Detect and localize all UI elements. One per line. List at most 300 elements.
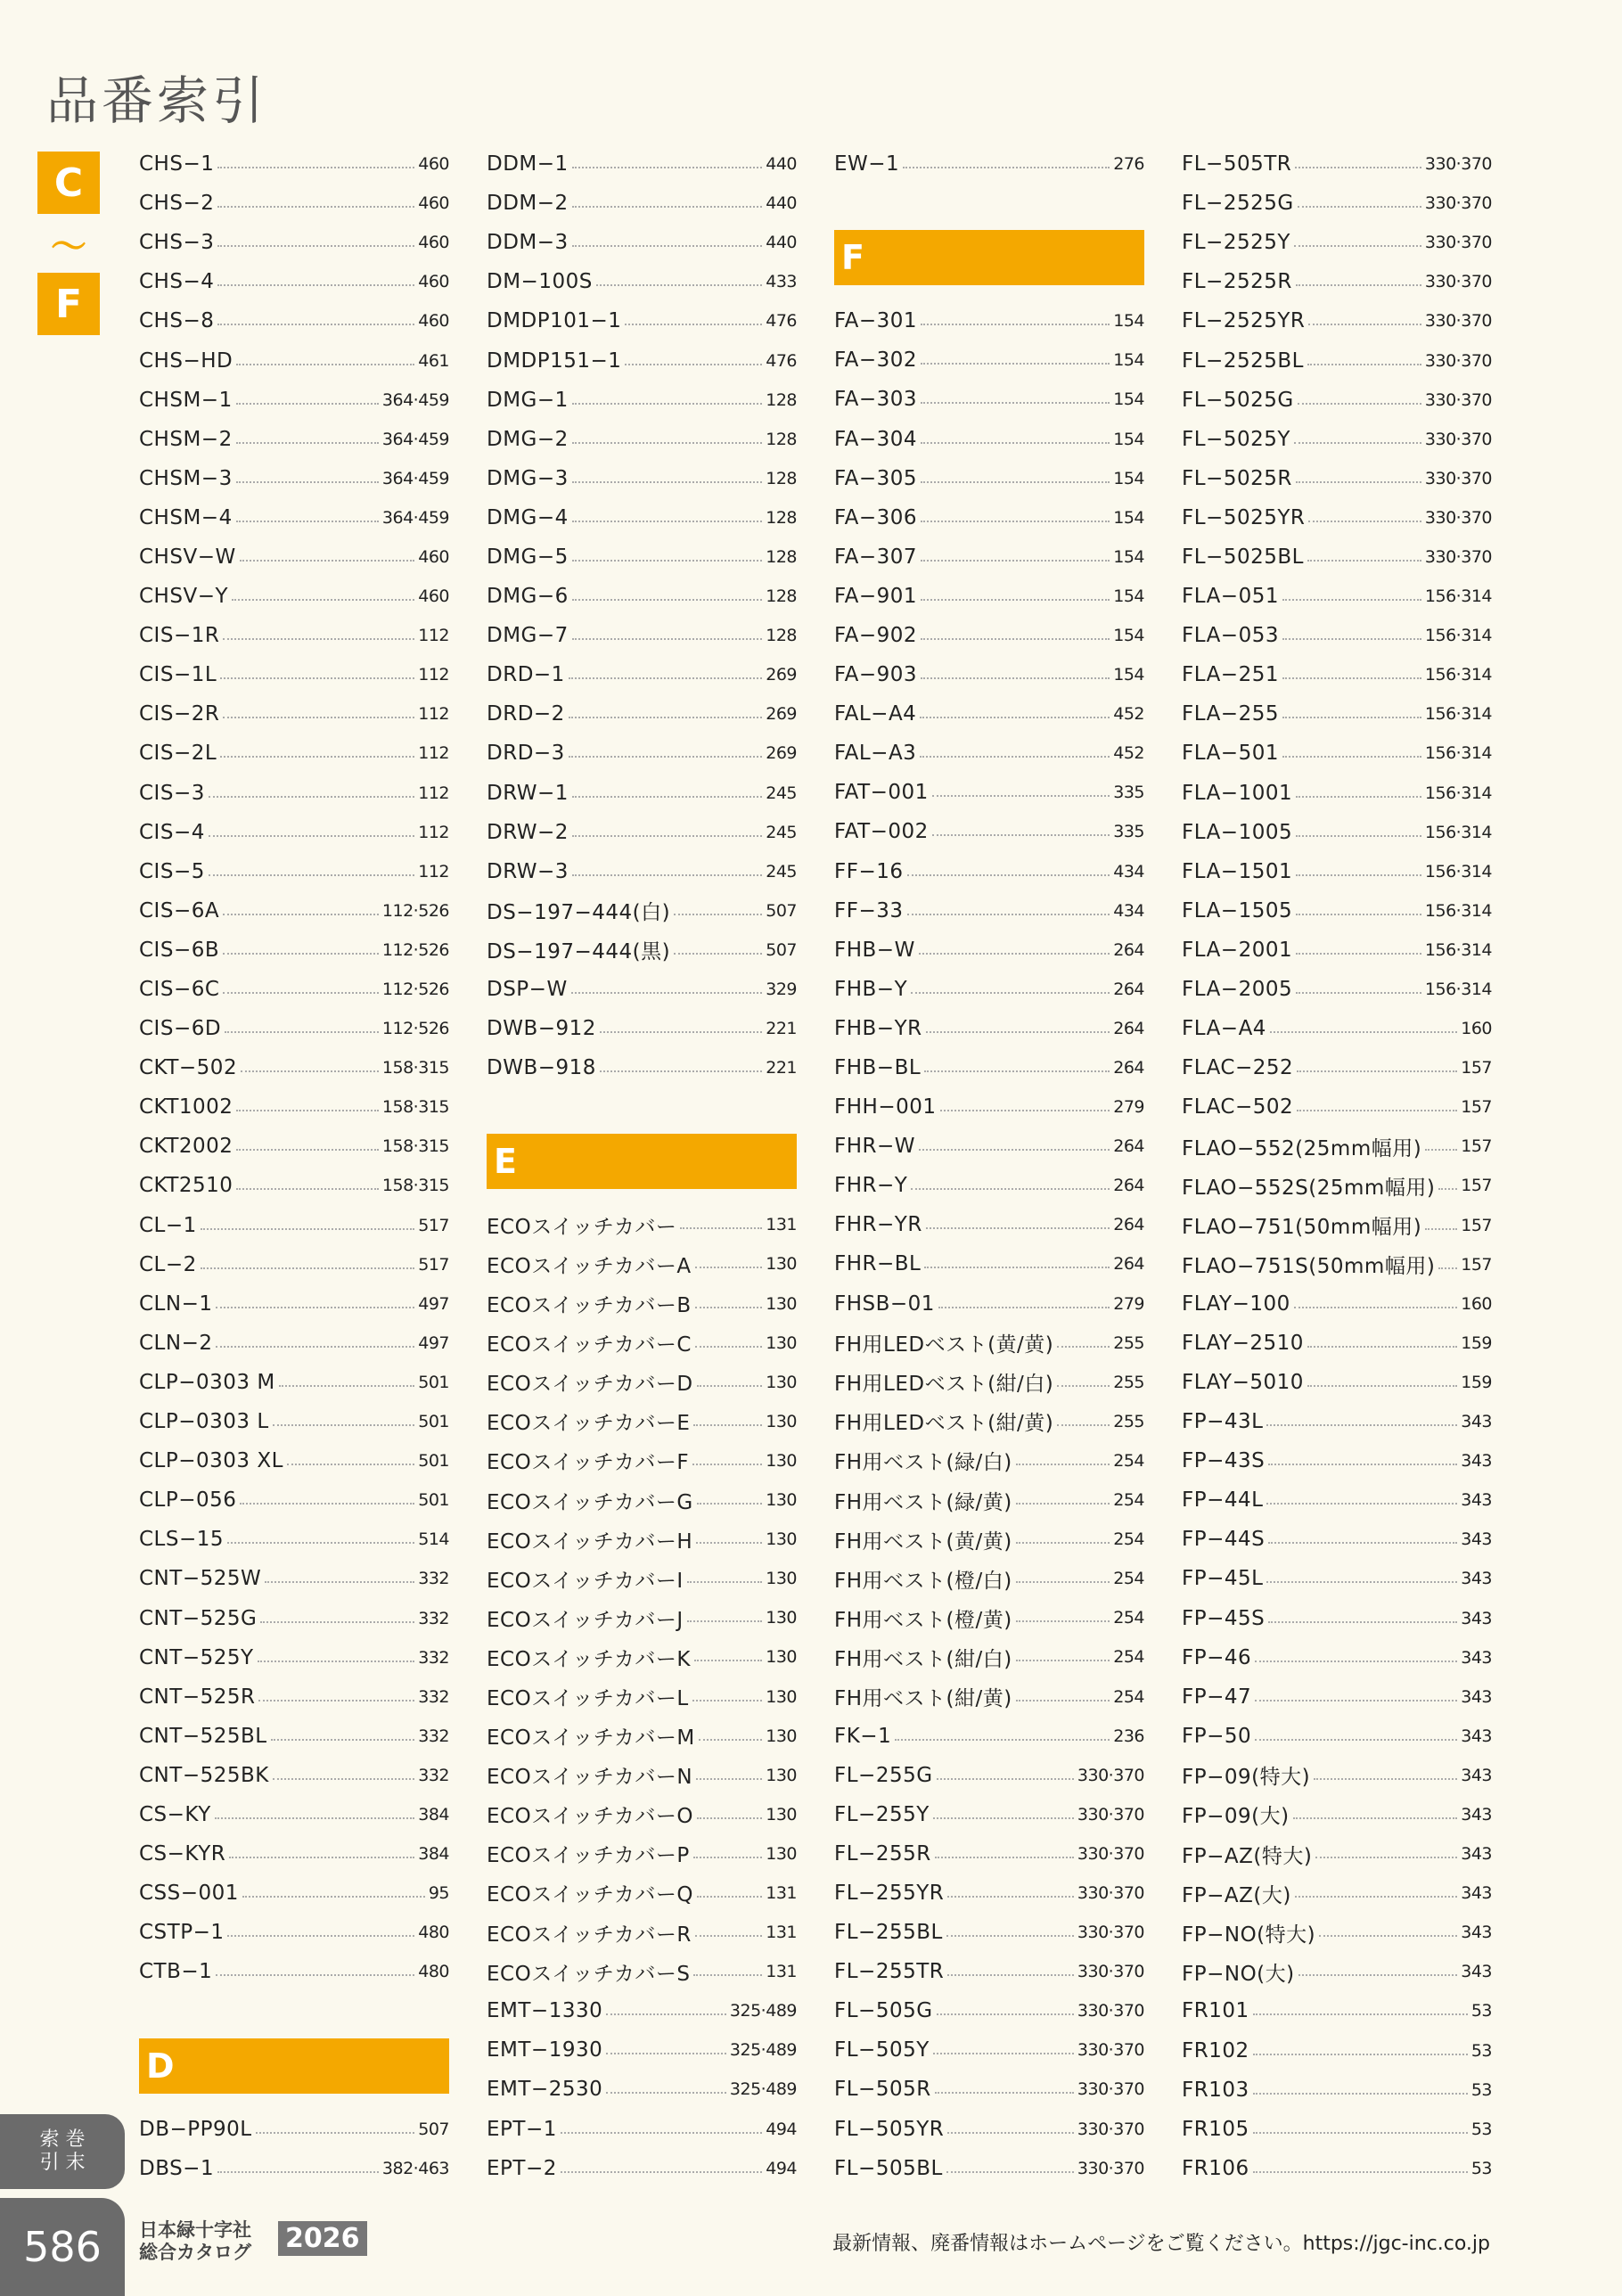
- index-entry[interactable]: [487, 2110, 797, 2149]
- product-code: FA−307: [834, 545, 918, 569]
- index-entry[interactable]: [1182, 577, 1492, 616]
- index-entry[interactable]: [487, 891, 797, 931]
- index-entry[interactable]: [139, 1559, 449, 1598]
- index-entry[interactable]: [487, 1913, 797, 1952]
- index-entry[interactable]: [139, 1009, 449, 1048]
- index-entry[interactable]: [1182, 1520, 1492, 1559]
- index-entry[interactable]: [487, 1952, 797, 1991]
- dot-leader: [680, 1227, 762, 1229]
- index-entry[interactable]: [139, 1638, 449, 1677]
- index-entry[interactable]: [834, 2149, 1144, 2188]
- index-entry[interactable]: [487, 340, 797, 380]
- index-entry[interactable]: [834, 1834, 1144, 1874]
- index-entry[interactable]: [1182, 1402, 1492, 1441]
- index-entry[interactable]: [487, 420, 797, 459]
- range-start-letter: C: [37, 152, 100, 214]
- footer-website-note[interactable]: 最新情報、廃番情報はホームページをご覧ください。https://jgc-inc.co.jp: [832, 2233, 1490, 2255]
- index-entry[interactable]: [139, 340, 449, 380]
- index-entry[interactable]: [487, 1324, 797, 1363]
- index-entry[interactable]: [487, 1284, 797, 1324]
- index-entry[interactable]: [1182, 1756, 1492, 1795]
- index-entry[interactable]: [834, 1324, 1144, 1363]
- index-entry[interactable]: [487, 144, 797, 184]
- dot-leader: [572, 638, 762, 640]
- index-entry[interactable]: [139, 1717, 449, 1756]
- index-entry[interactable]: [487, 1480, 797, 1520]
- index-entry[interactable]: [834, 537, 1144, 577]
- index-entry[interactable]: [834, 616, 1144, 655]
- index-entry[interactable]: [834, 577, 1144, 616]
- index-entry[interactable]: [1182, 2110, 1492, 2149]
- index-entry[interactable]: [487, 1834, 797, 1874]
- index-entry[interactable]: [487, 1795, 797, 1834]
- dot-leader: [561, 2171, 762, 2173]
- page-reference: 460: [418, 233, 449, 253]
- index-entry[interactable]: [1182, 1874, 1492, 1913]
- dot-leader: [1016, 1542, 1110, 1544]
- index-entry[interactable]: [139, 381, 449, 420]
- page-reference: 343: [1461, 1569, 1492, 1589]
- dot-leader: [932, 834, 1110, 836]
- index-entry[interactable]: [139, 420, 449, 459]
- index-entry[interactable]: [834, 1205, 1144, 1244]
- index-entry[interactable]: [139, 1441, 449, 1480]
- index-entry[interactable]: [487, 970, 797, 1009]
- index-entry[interactable]: [139, 1284, 449, 1324]
- index-entry[interactable]: [1182, 340, 1492, 380]
- product-code: FP−46: [1182, 1645, 1252, 1669]
- index-entry[interactable]: [487, 1677, 797, 1716]
- index-entry[interactable]: [834, 1363, 1144, 1402]
- index-entry[interactable]: [139, 223, 449, 262]
- page-reference: 157: [1461, 1058, 1492, 1078]
- index-entry[interactable]: [834, 891, 1144, 931]
- index-entry[interactable]: [139, 852, 449, 891]
- product-code: CS−KY: [139, 1802, 211, 1826]
- page-reference: 343: [1461, 1844, 1492, 1865]
- index-entry[interactable]: [834, 2030, 1144, 2070]
- index-entry[interactable]: [487, 537, 797, 577]
- index-entry[interactable]: [1182, 420, 1492, 459]
- dot-leader: [1268, 1464, 1457, 1465]
- index-entry[interactable]: [834, 1559, 1144, 1598]
- index-entry[interactable]: [834, 459, 1144, 498]
- product-code: FP−AZ(特大): [1182, 1844, 1313, 1868]
- page-reference: 343: [1461, 1726, 1492, 1746]
- index-column-4: [1182, 144, 1492, 2188]
- page-reference: 156·314: [1424, 980, 1492, 1000]
- dot-leader: [625, 324, 762, 325]
- dot-leader: [265, 1581, 414, 1583]
- index-entry[interactable]: [834, 1441, 1144, 1480]
- index-entry[interactable]: [1182, 144, 1492, 184]
- index-entry[interactable]: [487, 223, 797, 262]
- index-entry[interactable]: [139, 1087, 449, 1127]
- index-entry[interactable]: [487, 1441, 797, 1480]
- product-code: FA−303: [834, 388, 918, 412]
- page-reference: 335: [1113, 822, 1144, 842]
- index-entry[interactable]: [487, 2070, 797, 2109]
- page-reference: 264: [1113, 1058, 1144, 1078]
- dot-leader: [572, 599, 762, 601]
- index-entry[interactable]: [487, 813, 797, 852]
- page-reference: 264: [1113, 1018, 1144, 1038]
- index-entry[interactable]: [1182, 694, 1492, 734]
- page-title: 品番索引: [46, 70, 268, 131]
- index-entry[interactable]: [834, 380, 1144, 419]
- index-entry[interactable]: [834, 1717, 1144, 1756]
- index-entry[interactable]: [834, 1795, 1144, 1834]
- index-entry[interactable]: [1182, 1324, 1492, 1363]
- index-entry[interactable]: [139, 1127, 449, 1166]
- index-entry[interactable]: [834, 1952, 1144, 1991]
- index-entry[interactable]: [1182, 1206, 1492, 1245]
- section-header: F: [834, 230, 1144, 285]
- index-entry[interactable]: [1182, 1952, 1492, 1991]
- dot-leader: [1298, 403, 1421, 405]
- product-code: FLA−1005: [1182, 820, 1293, 844]
- dot-leader: [600, 1031, 762, 1033]
- index-entry[interactable]: [1182, 655, 1492, 694]
- index-entry[interactable]: [1182, 2031, 1492, 2070]
- dot-leader: [209, 874, 414, 876]
- dot-leader: [947, 2132, 1074, 2134]
- index-entry[interactable]: [834, 1756, 1144, 1795]
- index-entry[interactable]: [1182, 1245, 1492, 1284]
- index-entry[interactable]: [1182, 616, 1492, 655]
- index-entry[interactable]: [139, 577, 449, 616]
- index-entry[interactable]: [487, 1559, 797, 1598]
- index-entry[interactable]: [139, 184, 449, 223]
- index-entry[interactable]: [487, 381, 797, 420]
- index-entry[interactable]: [1182, 537, 1492, 577]
- index-entry[interactable]: [139, 931, 449, 970]
- index-entry[interactable]: [834, 970, 1144, 1009]
- index-entry[interactable]: [487, 498, 797, 537]
- section-header: E: [487, 1134, 797, 1189]
- page-reference: 221: [766, 1019, 797, 1039]
- index-entry[interactable]: [1182, 301, 1492, 340]
- index-entry[interactable]: [139, 1677, 449, 1717]
- index-entry[interactable]: [1182, 1441, 1492, 1480]
- index-entry[interactable]: [1182, 1717, 1492, 1756]
- dot-leader: [1296, 874, 1421, 876]
- index-entry[interactable]: [139, 2110, 449, 2149]
- product-code: EW−1: [834, 152, 900, 176]
- page-reference: 160: [1461, 1293, 1492, 1314]
- index-entry[interactable]: [1182, 1363, 1492, 1402]
- index-entry[interactable]: [487, 1244, 797, 1283]
- index-entry[interactable]: [1182, 498, 1492, 537]
- catalog-year-badge: 2026: [278, 2221, 367, 2256]
- dot-leader: [209, 796, 414, 798]
- index-entry[interactable]: [139, 1048, 449, 1087]
- index-entry[interactable]: [139, 1913, 449, 1952]
- index-entry[interactable]: [487, 655, 797, 694]
- page-reference: 130: [766, 1450, 797, 1471]
- index-entry[interactable]: [487, 2030, 797, 2070]
- index-entry[interactable]: [1182, 1284, 1492, 1324]
- product-code: FH用ベスト(橙/黄): [834, 1608, 1012, 1632]
- index-entry[interactable]: [139, 1480, 449, 1520]
- dot-leader: [1315, 1857, 1457, 1858]
- index-entry[interactable]: [834, 340, 1144, 380]
- index-entry[interactable]: [487, 1363, 797, 1402]
- index-entry[interactable]: [1182, 1480, 1492, 1520]
- index-entry[interactable]: [834, 1677, 1144, 1716]
- index-entry[interactable]: [139, 616, 449, 655]
- index-entry[interactable]: [834, 694, 1144, 734]
- section-spacer: [834, 184, 1144, 223]
- product-code: DMG−2: [487, 427, 569, 451]
- page-reference: 254: [1113, 1686, 1144, 1707]
- product-code: ECOスイッチカバーF: [487, 1451, 690, 1475]
- page-reference: 157: [1461, 1254, 1492, 1275]
- index-entry[interactable]: [487, 1756, 797, 1795]
- index-entry[interactable]: [487, 1402, 797, 1441]
- index-entry[interactable]: [1182, 223, 1492, 262]
- index-entry[interactable]: [1182, 381, 1492, 420]
- index-entry[interactable]: [139, 1952, 449, 1991]
- dot-leader: [693, 1424, 762, 1426]
- index-entry[interactable]: [834, 301, 1144, 340]
- index-entry[interactable]: [834, 852, 1144, 891]
- index-entry[interactable]: [487, 616, 797, 655]
- product-code: DS−197−444(黒): [487, 940, 671, 964]
- index-entry[interactable]: [834, 1284, 1144, 1324]
- index-entry[interactable]: [834, 1874, 1144, 1913]
- page-reference: 130: [766, 1254, 797, 1275]
- product-code: FL−505TR: [1182, 152, 1292, 176]
- page-reference: 269: [766, 743, 797, 764]
- index-entry[interactable]: [139, 1874, 449, 1913]
- index-entry[interactable]: [139, 1834, 449, 1874]
- index-entry[interactable]: [139, 1206, 449, 1245]
- product-code: FLAC−252: [1182, 1056, 1294, 1080]
- index-entry[interactable]: [139, 970, 449, 1009]
- dot-leader: [572, 835, 762, 837]
- dot-leader: [1438, 1188, 1457, 1190]
- index-entry[interactable]: [487, 1048, 797, 1087]
- index-entry[interactable]: [834, 1127, 1144, 1166]
- index-entry[interactable]: [834, 1480, 1144, 1520]
- index-entry[interactable]: [487, 184, 797, 223]
- index-entry[interactable]: [834, 734, 1144, 773]
- index-entry[interactable]: [139, 144, 449, 184]
- index-entry[interactable]: [834, 931, 1144, 970]
- index-entry[interactable]: [834, 2110, 1144, 2149]
- index-entry[interactable]: [834, 1048, 1144, 1087]
- product-code: CHS−2: [139, 192, 215, 216]
- index-entry[interactable]: [1182, 1795, 1492, 1834]
- product-code: FLAO−552S(25mm幅用): [1182, 1176, 1436, 1200]
- index-entry[interactable]: [834, 1244, 1144, 1283]
- index-entry[interactable]: [139, 1598, 449, 1637]
- product-code: FH用ベスト(黄/黄): [834, 1529, 1012, 1554]
- index-entry[interactable]: [1182, 1638, 1492, 1677]
- index-entry[interactable]: [139, 1166, 449, 1205]
- index-entry[interactable]: [139, 1324, 449, 1363]
- page-reference: 130: [766, 1372, 797, 1392]
- index-entry[interactable]: [487, 577, 797, 616]
- index-entry[interactable]: [139, 262, 449, 301]
- index-entry[interactable]: [1182, 734, 1492, 773]
- index-entry[interactable]: [1182, 1598, 1492, 1637]
- index-entry[interactable]: [487, 1520, 797, 1559]
- product-code: FAT−002: [834, 820, 929, 844]
- dot-leader: [907, 874, 1110, 876]
- index-entry[interactable]: [487, 694, 797, 734]
- index-entry[interactable]: [1182, 852, 1492, 891]
- index-entry[interactable]: [834, 812, 1144, 851]
- index-entry[interactable]: [487, 852, 797, 891]
- product-code: FL−505R: [834, 2078, 931, 2102]
- index-entry[interactable]: [487, 262, 797, 301]
- index-entry[interactable]: [834, 2070, 1144, 2109]
- index-entry[interactable]: [834, 144, 1144, 184]
- index-entry[interactable]: [1182, 813, 1492, 852]
- index-entry[interactable]: [834, 655, 1144, 694]
- dot-leader: [1308, 324, 1421, 325]
- index-entry[interactable]: [139, 301, 449, 340]
- index-entry[interactable]: [139, 1756, 449, 1795]
- index-entry[interactable]: [139, 2149, 449, 2188]
- index-entry[interactable]: [487, 1874, 797, 1913]
- index-entry[interactable]: [1182, 774, 1492, 813]
- index-entry[interactable]: [139, 1520, 449, 1559]
- product-code: CNT−525BK: [139, 1763, 269, 1787]
- index-entry[interactable]: [1182, 891, 1492, 931]
- index-entry[interactable]: [1182, 1048, 1492, 1087]
- index-entry[interactable]: [834, 1913, 1144, 1952]
- index-entry[interactable]: [1182, 1991, 1492, 2030]
- dot-leader: [216, 1346, 414, 1348]
- index-entry[interactable]: [1182, 2070, 1492, 2110]
- index-entry[interactable]: [487, 1598, 797, 1637]
- index-entry[interactable]: [487, 1205, 797, 1244]
- index-entry[interactable]: [1182, 1913, 1492, 1952]
- section-spacer: [487, 1087, 797, 1127]
- index-entry[interactable]: [139, 1363, 449, 1402]
- product-code: FHB−W: [834, 938, 915, 962]
- page-reference: 269: [766, 704, 797, 725]
- dot-leader: [692, 1700, 763, 1702]
- index-entry[interactable]: [834, 1166, 1144, 1205]
- side-tab-index[interactable]: [0, 2114, 125, 2189]
- index-entry[interactable]: [139, 1402, 449, 1441]
- page-reference: 156·314: [1424, 939, 1492, 960]
- product-code: DMG−5: [487, 545, 569, 569]
- index-entry[interactable]: [487, 2149, 797, 2188]
- index-entry[interactable]: [1182, 1009, 1492, 1048]
- index-entry[interactable]: [1182, 931, 1492, 970]
- dot-leader: [217, 245, 414, 247]
- index-entry[interactable]: [139, 774, 449, 813]
- index-entry[interactable]: [487, 459, 797, 498]
- product-code: FL−2525Y: [1182, 231, 1290, 255]
- brand-line2: 総合カタログ: [139, 2242, 251, 2263]
- index-entry[interactable]: [834, 1087, 1144, 1127]
- index-entry[interactable]: [139, 459, 449, 498]
- index-entry[interactable]: [487, 931, 797, 970]
- index-entry[interactable]: [1182, 184, 1492, 223]
- index-entry[interactable]: [1182, 1127, 1492, 1166]
- dot-leader: [256, 2132, 415, 2134]
- index-entry[interactable]: [1182, 262, 1492, 301]
- index-entry[interactable]: [139, 694, 449, 734]
- index-entry[interactable]: [139, 655, 449, 694]
- product-code: FR106: [1182, 2156, 1249, 2180]
- index-entry[interactable]: [1182, 1087, 1492, 1127]
- index-entry[interactable]: [487, 1009, 797, 1048]
- index-entry[interactable]: [487, 1637, 797, 1677]
- index-entry[interactable]: [487, 301, 797, 340]
- index-entry[interactable]: [487, 1991, 797, 2030]
- page-reference: 160: [1461, 1019, 1492, 1039]
- range-end-letter: F: [37, 273, 100, 335]
- dot-leader: [1253, 2013, 1468, 2015]
- product-code: DDM−2: [487, 192, 569, 216]
- index-entry[interactable]: [1182, 2149, 1492, 2188]
- index-entry[interactable]: [834, 1520, 1144, 1559]
- index-entry[interactable]: [1182, 1559, 1492, 1598]
- page-reference: 343: [1461, 1923, 1492, 1943]
- index-entry[interactable]: [1182, 1834, 1492, 1874]
- index-entry[interactable]: [834, 1991, 1144, 2030]
- index-entry[interactable]: [834, 1637, 1144, 1677]
- index-entry[interactable]: [139, 734, 449, 773]
- product-code: FA−304: [834, 427, 918, 451]
- dot-leader: [921, 324, 1110, 325]
- dot-leader: [572, 167, 763, 168]
- page-reference: 452: [1113, 704, 1144, 725]
- dot-leader: [215, 1817, 414, 1819]
- index-entry[interactable]: [139, 498, 449, 537]
- dot-leader: [921, 560, 1110, 562]
- index-entry[interactable]: [834, 1402, 1144, 1441]
- index-entry[interactable]: [1182, 1677, 1492, 1717]
- index-entry[interactable]: [139, 537, 449, 577]
- index-entry[interactable]: [834, 498, 1144, 537]
- page-reference: 330·370: [1424, 233, 1492, 253]
- index-entry[interactable]: [834, 419, 1144, 458]
- product-code: CHSM−1: [139, 388, 233, 412]
- product-code: CLN−1: [139, 1292, 213, 1316]
- index-entry[interactable]: [139, 891, 449, 931]
- index-entry[interactable]: [834, 1598, 1144, 1637]
- dot-leader: [223, 638, 414, 640]
- index-entry[interactable]: [487, 774, 797, 813]
- index-entry[interactable]: [487, 734, 797, 773]
- index-entry[interactable]: [139, 1245, 449, 1284]
- page-reference: 158·315: [381, 1176, 449, 1196]
- page-reference: 330·370: [1424, 154, 1492, 175]
- index-entry[interactable]: [139, 1795, 449, 1834]
- index-entry[interactable]: [1182, 970, 1492, 1009]
- index-entry[interactable]: [834, 1009, 1144, 1048]
- index-entry[interactable]: [834, 773, 1144, 812]
- product-code: ECOスイッチカバーJ: [487, 1608, 684, 1632]
- index-entry[interactable]: [139, 813, 449, 852]
- index-entry[interactable]: [1182, 1166, 1492, 1205]
- page-reference: 343: [1461, 1804, 1492, 1824]
- index-entry[interactable]: [1182, 459, 1492, 498]
- index-entry[interactable]: [487, 1717, 797, 1756]
- product-code: FL−505YR: [834, 2117, 945, 2141]
- product-code: FL−505G: [834, 1999, 933, 2023]
- product-code: FL−5025YR: [1182, 505, 1306, 529]
- product-code: FHR−BL: [834, 1252, 922, 1276]
